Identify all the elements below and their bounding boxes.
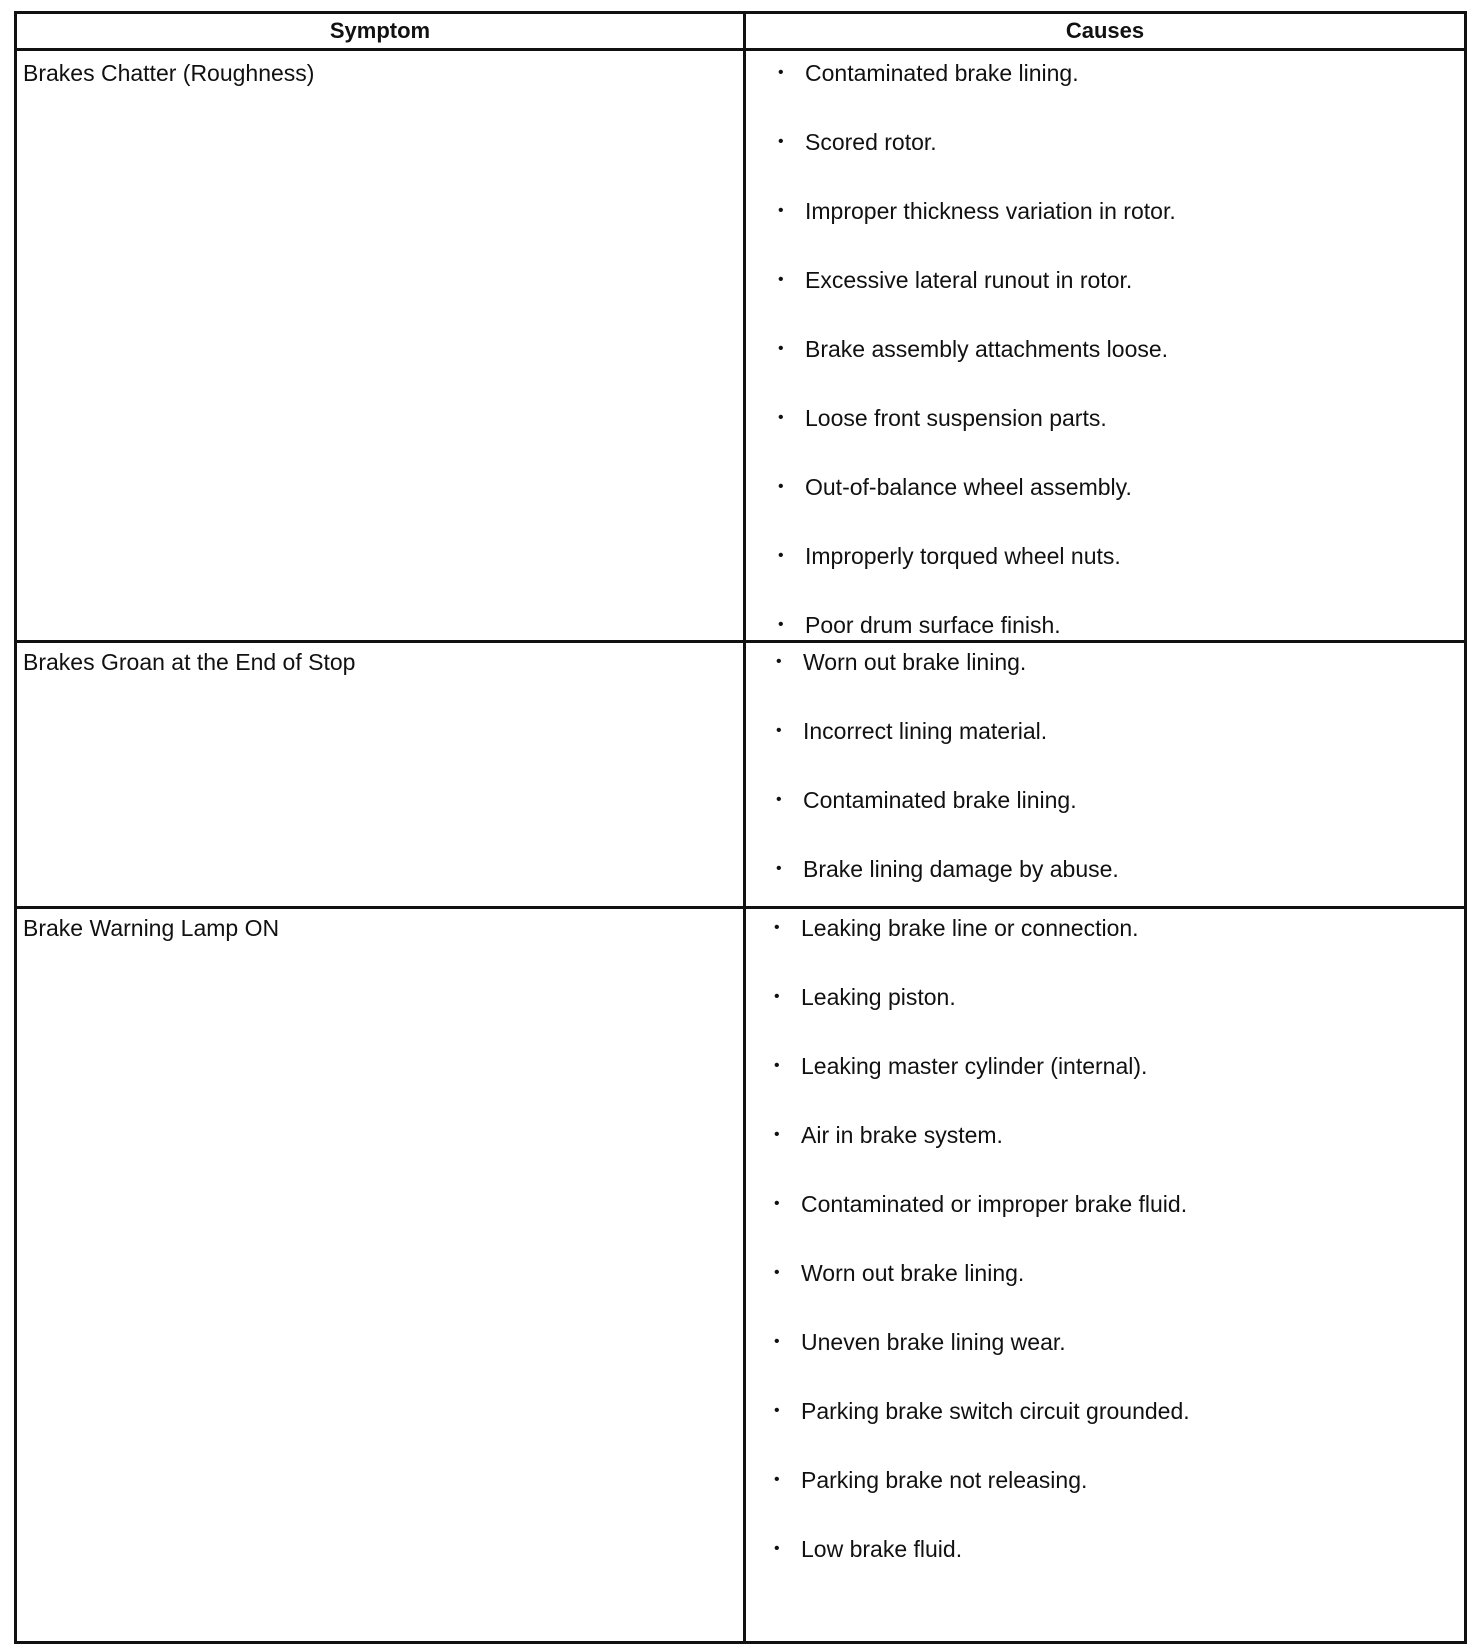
- list-item: [768, 983, 1190, 1052]
- bullet-icon: •: [776, 653, 782, 670]
- list-item: [772, 266, 1176, 335]
- list-item: [768, 1466, 1190, 1535]
- cause-text: Brake lining damage by abuse.: [803, 856, 1119, 882]
- cause-text: Contaminated or improper brake fluid.: [801, 1191, 1188, 1217]
- cause-text: Leaking piston.: [801, 984, 956, 1010]
- table-row: [17, 906, 1464, 1641]
- cause-text: Parking brake not releasing.: [801, 1467, 1088, 1493]
- symptom-cell: Brakes Chatter (Roughness): [23, 60, 315, 86]
- header-causes: Causes: [1065, 18, 1145, 43]
- list-item: [772, 197, 1176, 266]
- bullet-icon: •: [774, 1057, 780, 1074]
- list-item: [768, 1328, 1190, 1397]
- symptom-cell: Brakes Groan at the End of Stop: [23, 649, 356, 675]
- list-item: [768, 1259, 1190, 1328]
- bullet-icon: •: [774, 988, 780, 1005]
- bullet-icon: •: [778, 271, 784, 288]
- bullet-icon: •: [774, 1195, 780, 1212]
- bullet-icon: •: [778, 64, 784, 81]
- symptom-causes-table: [14, 11, 1467, 1644]
- bullet-icon: •: [774, 1471, 780, 1488]
- bullet-icon: •: [774, 919, 780, 936]
- causes-list: [772, 59, 1176, 680]
- bullet-icon: •: [778, 616, 784, 633]
- cause-text: Contaminated brake lining.: [803, 787, 1077, 813]
- cause-text: Out-of-balance wheel assembly.: [805, 474, 1132, 500]
- list-item: [772, 59, 1176, 128]
- bullet-icon: •: [774, 1540, 780, 1557]
- cause-text: Worn out brake lining.: [801, 1260, 1025, 1286]
- cause-text: Improperly torqued wheel nuts.: [805, 543, 1121, 569]
- bullet-icon: •: [778, 547, 784, 564]
- cause-text: Scored rotor.: [805, 129, 937, 155]
- cause-text: Parking brake switch circuit grounded.: [801, 1398, 1190, 1424]
- list-item: [770, 648, 1119, 717]
- bullet-icon: •: [778, 340, 784, 357]
- list-item: [772, 335, 1176, 404]
- list-item: [772, 404, 1176, 473]
- cause-text: Improper thickness variation in rotor.: [805, 198, 1176, 224]
- bullet-icon: •: [774, 1402, 780, 1419]
- cause-text: Air in brake system.: [801, 1122, 1003, 1148]
- bullet-icon: •: [778, 133, 784, 150]
- table-row: [17, 51, 1464, 640]
- cause-text: Leaking brake line or connection.: [801, 915, 1139, 941]
- list-item: [772, 542, 1176, 611]
- causes-list: [768, 914, 1190, 1604]
- cause-text: Leaking master cylinder (internal).: [801, 1053, 1148, 1079]
- list-item: [768, 914, 1190, 983]
- table-header-row: [17, 14, 1464, 51]
- bullet-icon: •: [774, 1264, 780, 1281]
- bullet-icon: •: [778, 409, 784, 426]
- cause-text: Worn out brake lining.: [803, 649, 1027, 675]
- cause-text: Poor drum surface finish.: [805, 612, 1061, 638]
- table-row: [17, 640, 1464, 906]
- symptom-cell: Brake Warning Lamp ON: [23, 915, 280, 941]
- list-item: [768, 1052, 1190, 1121]
- list-item: [768, 1190, 1190, 1259]
- bullet-icon: •: [774, 1126, 780, 1143]
- cause-text: Low brake fluid.: [801, 1536, 963, 1562]
- bullet-icon: •: [776, 791, 782, 808]
- cause-text: Excessive lateral runout in rotor.: [805, 267, 1133, 293]
- list-item: [768, 1121, 1190, 1190]
- bullet-icon: •: [776, 860, 782, 877]
- bullet-icon: •: [774, 1333, 780, 1350]
- causes-list: [770, 648, 1119, 924]
- list-item: [768, 1535, 1190, 1604]
- list-item: [770, 717, 1119, 786]
- bullet-icon: •: [776, 722, 782, 739]
- cause-text: Loose front suspension parts.: [805, 405, 1107, 431]
- list-item: [772, 128, 1176, 197]
- cause-text: Uneven brake lining wear.: [801, 1329, 1066, 1355]
- bullet-icon: •: [778, 478, 784, 495]
- list-item: [772, 473, 1176, 542]
- cause-text: Brake assembly attachments loose.: [805, 336, 1169, 362]
- cause-text: Incorrect lining material.: [803, 718, 1048, 744]
- list-item: [768, 1397, 1190, 1466]
- list-item: [770, 786, 1119, 855]
- cause-text: Contaminated brake lining.: [805, 60, 1079, 86]
- header-symptom: Symptom: [329, 18, 431, 43]
- bullet-icon: •: [778, 202, 784, 219]
